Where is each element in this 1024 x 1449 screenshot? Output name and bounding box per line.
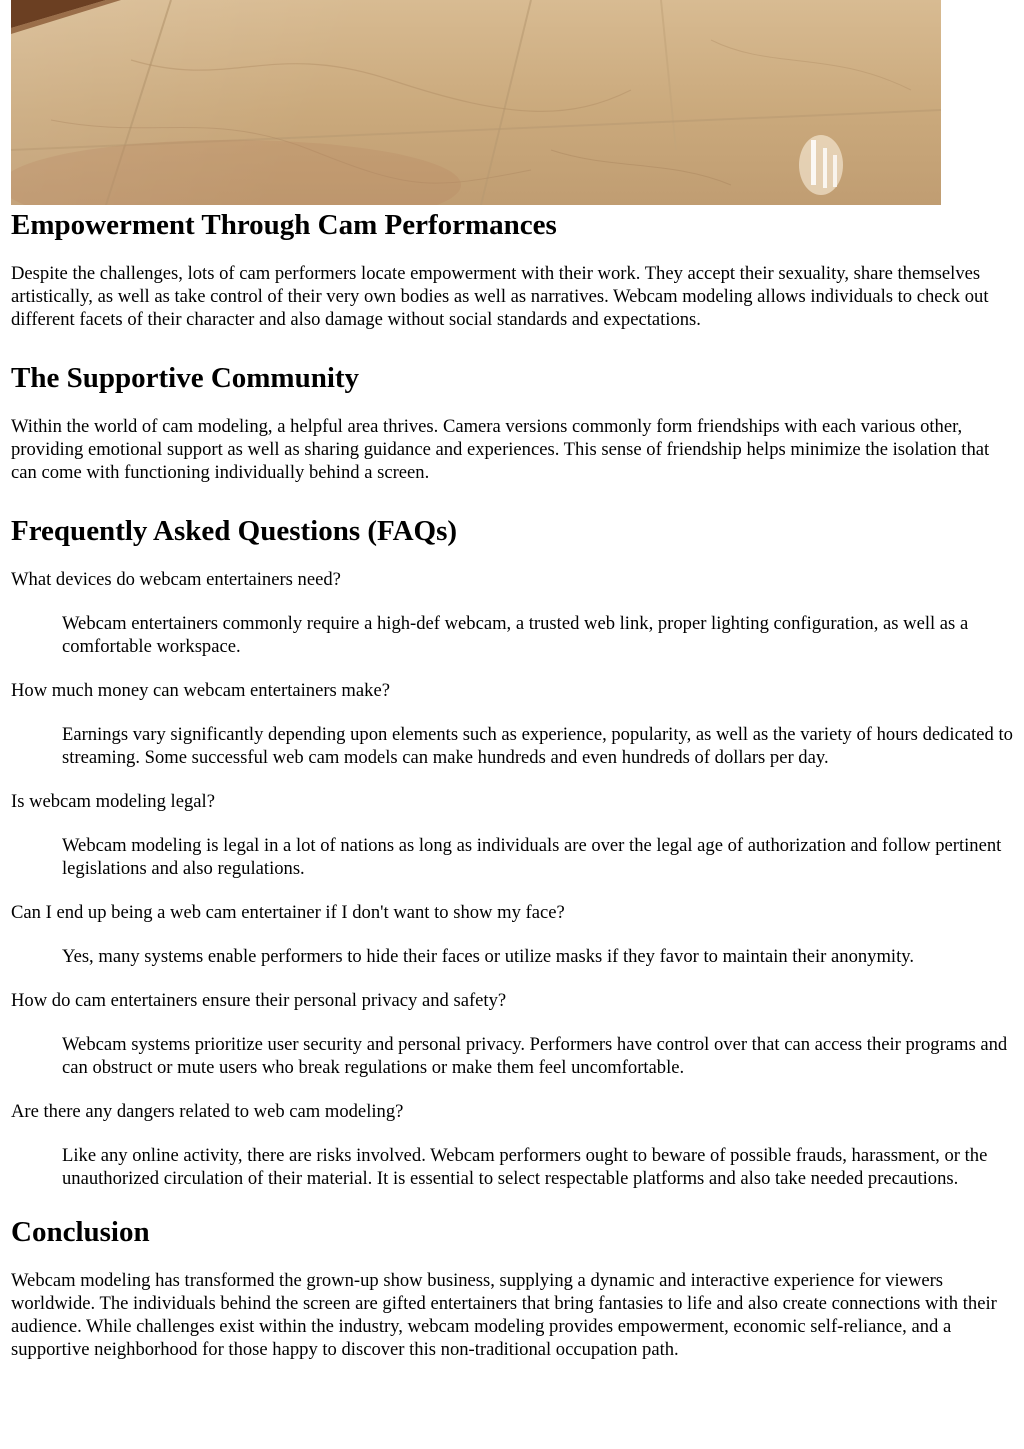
faq-question: Is webcam modeling legal? — [11, 791, 215, 812]
faq-list — [11, 568, 1016, 1190]
faq-question: Can I end up being a web cam entertainer if I don't want to show my face? — [11, 902, 565, 923]
faq-heading: Frequently Asked Questions (FAQs) — [11, 515, 458, 547]
floor-tile-photo-graphic — [11, 0, 941, 205]
faq-answer: Yes, many systems enable performers to hide their faces or utilize masks if they favor to maintain their anonymity. — [62, 946, 914, 967]
faq-question: How do cam entertainers ensure their personal privacy and safety? — [11, 990, 507, 1011]
conclusion-heading: Conclusion — [11, 1216, 150, 1248]
faq-answer: Like any online activity, there are risks involved. Webcam performers ought to beware of possible frauds, harassment, or the unauthorized circulation of their material. It is essential to select respectable platforms and also take needed precautions. — [62, 1145, 988, 1189]
faq-answer: Earnings vary significantly depending upon elements such as experience, popularity, as well as the variety of hours dedicated to streaming. Some successful web cam models can make hundreds and even hundreds of dollars per day. — [62, 724, 1013, 768]
conclusion-body: Webcam modeling has transformed the grown-up show business, supplying a dynamic and interactive experience for viewers worldwide. The individuals behind the screen are gifted entertainers that bring fantasies to life and also create connections with their audience. While challenges exist within the industry, webcam modeling provides empowerment, economic self-reliance, and a supportive neighborhood for those happy to discover this non-traditional occupation path. — [11, 1270, 997, 1360]
section-body-community: Within the world of cam modeling, a helpful area thrives. Camera versions commonly form friendships with each various other, providing emotional support as well as sharing guidance and experiences. This sense of friendship helps minimize the isolation that can come with functioning individually behind a screen. — [11, 416, 990, 483]
faq-question: How much money can webcam entertainers make? — [11, 680, 390, 701]
section-heading-community: The Supportive Community — [11, 362, 360, 394]
faq-answer: Webcam systems prioritize user security and personal privacy. Performers have control over that can access their programs and can obstruct or mute users who break regulations or make them feel uncomfortable. — [62, 1034, 1008, 1078]
faq-question: What devices do webcam entertainers need? — [11, 569, 341, 590]
section-heading-empowerment: Empowerment Through Cam Performances — [11, 209, 557, 241]
faq-answer: Webcam modeling is legal in a lot of nations as long as individuals are over the legal age of authorization and follow pertinent legislations and also regulations. — [62, 835, 1002, 879]
section-body-empowerment: Despite the challenges, lots of cam performers locate empowerment with their work. They accept their sexuality, share themselves artistically, as well as take control of their very own bodies as well as narratives. Webcam modeling allows individuals to check out different facets of their character and also damage without social standards and expectations. — [11, 263, 989, 330]
faq-answer: Webcam entertainers commonly require a high-def webcam, a trusted web link, proper lighting configuration, as well as a comfortable workspace. — [62, 613, 969, 657]
article — [11, 0, 1016, 1361]
floor-tile-photo — [11, 0, 941, 205]
faq-question: Are there any dangers related to web cam modeling? — [11, 1101, 404, 1122]
